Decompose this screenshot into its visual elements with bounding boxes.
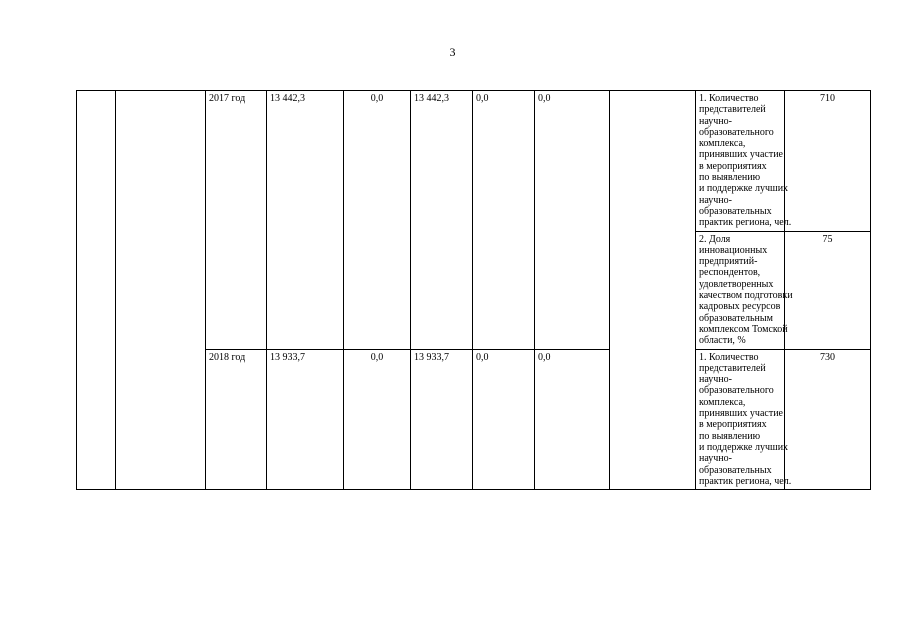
indicator-line: в мероприятиях bbox=[699, 419, 767, 431]
indicator-line: представителей bbox=[699, 362, 766, 374]
indicator-line: по выявлению bbox=[699, 172, 761, 184]
value-cell: 0,0 bbox=[535, 91, 610, 350]
indicator-value-cell: 730 bbox=[785, 349, 871, 490]
indicator-line: принявших участие bbox=[699, 149, 783, 161]
indicator-text-cell bbox=[696, 91, 792, 232]
empty-cell bbox=[77, 91, 116, 490]
indicator-line: кадровых ресурсов bbox=[699, 301, 781, 313]
indicator-text-cell bbox=[696, 349, 792, 490]
indicator-line: образовательных bbox=[699, 464, 772, 476]
value-cell: 13 442,3 bbox=[411, 91, 473, 350]
year-cell: 2017 год bbox=[206, 91, 267, 350]
indicator-line: научно- bbox=[699, 374, 732, 386]
table-row bbox=[77, 91, 871, 232]
total-cell: 13 933,7 bbox=[267, 349, 344, 490]
indicator-line: образовательным bbox=[699, 312, 773, 324]
year-cell: 2018 год bbox=[206, 349, 267, 490]
indicator-line: 2. Доля bbox=[699, 233, 731, 245]
budget-table bbox=[76, 90, 871, 490]
indicator-value-cell: 75 bbox=[785, 231, 871, 349]
indicator-line: комплексом Томской bbox=[699, 323, 788, 335]
value-cell: 0,0 bbox=[344, 91, 411, 350]
value-cell: 0,0 bbox=[473, 91, 535, 350]
value-cell: 0,0 bbox=[344, 349, 411, 490]
indicator-line: и поддержке лучших bbox=[699, 441, 789, 453]
indicator-line: представителей bbox=[699, 104, 766, 116]
indicator-line: респондентов, bbox=[699, 267, 761, 279]
indicator-line: принявших участие bbox=[699, 408, 783, 420]
indicator-line: инновационных bbox=[699, 244, 768, 256]
indicator-line: и поддержке лучших bbox=[699, 183, 789, 195]
value-cell: 0,0 bbox=[473, 349, 535, 490]
indicator-line: научно- bbox=[699, 453, 732, 465]
total-cell: 13 442,3 bbox=[267, 91, 344, 350]
indicator-line: удовлетворенных bbox=[699, 278, 774, 290]
empty-cell bbox=[610, 91, 696, 490]
indicator-line: научно- bbox=[699, 194, 732, 206]
indicator-line: практик региона, чел. bbox=[699, 475, 792, 487]
value-cell: 0,0 bbox=[535, 349, 610, 490]
indicator-text-cell bbox=[696, 231, 793, 349]
indicator-line: образовательного bbox=[699, 385, 774, 397]
value-cell: 13 933,7 bbox=[411, 349, 473, 490]
indicator-line: комплекса, bbox=[699, 396, 746, 408]
indicator-line: практик региона, чел. bbox=[699, 217, 792, 229]
indicator-line: качеством подготовки bbox=[699, 290, 793, 302]
empty-cell bbox=[116, 91, 206, 490]
indicator-line: 1. Количество bbox=[699, 351, 759, 363]
indicator-line: по выявлению bbox=[699, 430, 761, 442]
indicator-line: образовательных bbox=[699, 205, 772, 217]
indicator-line: предприятий- bbox=[699, 256, 758, 268]
indicator-line: научно- bbox=[699, 115, 732, 127]
indicator-value-cell: 710 bbox=[785, 91, 871, 232]
page-number: 3 bbox=[449, 45, 456, 59]
indicator-line: в мероприятиях bbox=[699, 160, 767, 172]
indicator-line: комплекса, bbox=[699, 138, 746, 150]
indicator-line: области, % bbox=[699, 335, 746, 347]
indicator-line: образовательного bbox=[699, 126, 774, 138]
indicator-line: 1. Количество bbox=[699, 93, 759, 104]
